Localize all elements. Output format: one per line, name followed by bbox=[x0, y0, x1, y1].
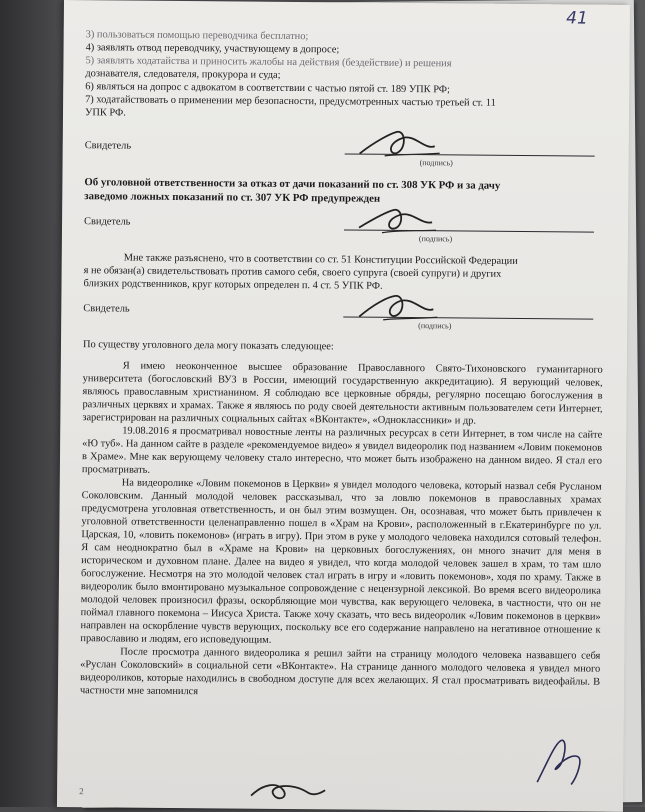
footer-marker: 2 bbox=[79, 786, 84, 797]
witness-signature-block bbox=[83, 290, 603, 329]
document-content bbox=[80, 28, 606, 702]
rights-item: 6) являться на допрос с адвокатом в соответствии с частью пятой ст. 189 УПК РФ; bbox=[85, 81, 450, 96]
testimony-body bbox=[80, 359, 603, 702]
testimony-paragraph: На видеоролике «Ловим покемонов в Церкви» я увидел молодого человека, который назвал себя Русланом Соколовским. Данный молодой человек рассказывал, что за ловлю покемонов в православных храмах предусмотрена уголовная ответственность, и он был этим возмущен. Он, осознавая, что может быть привлечен к уголовной ответственности целенаправленно пошел в «Храм на Крови», расположенный в г.Екатеринбурге по ул. Царская, 10, «ловить покемонов» (играть в игру). При этом в руке у молодого человека находился сотовый телефон. Я сам неоднократно был в «Храме на Крови» на церковных богослужениях, он много значит для меня в историческом и духовном плане. Далее на видео я увидел, что когда молодой человек зашел в храм, то там шло богослужение. Несмотря на это молодой человек стал играть в игру и «ловить покемонов», ходя по храму. Также в видеоролик было вмонтировано музыкальное сопровождение с нецензурной лексикой. Во время всего видеоролика молодой человек произносил фразы, оскорбляющие мои чувства, как верующего человека, в частности, что он не поймал главного покемона – Иисуса Христа. Также хочу сказать, что весь видеоролик «Ловим покемонов в церкви» направлен на оскорбление чувств верующих, поскольку все его содержание направлено на негативное отношение к православию и людям, его исповедующим. bbox=[80, 477, 602, 646]
witness-label: Свидетель bbox=[84, 216, 131, 228]
witness-label: Свидетель bbox=[83, 303, 130, 315]
handwritten-signature bbox=[527, 732, 588, 793]
handwritten-signature bbox=[247, 776, 327, 807]
testimony-paragraph: 19.08.2016 я просматривал новостные ленты на различных ресурсах в сети Интернет, в том числе на сайте «Ю туб». На данном сайте в разделе «рекомендуемое видео» я увидел видеоролик под названием «Ловим покемонов в Храме». Мне как верующему человеку стало интересно, что может быть изображено на данном видео. Я стал его просматривать. bbox=[81, 425, 603, 476]
rights-item: 5) заявлять ходатайства и приносить жалобы на действия (бездействие) и решения bbox=[85, 55, 452, 70]
witness-signature-block bbox=[84, 203, 604, 242]
testimony-intro: По существу уголовного дела могу показать следующее: bbox=[82, 339, 334, 353]
liability-warning bbox=[84, 175, 604, 208]
testimony-paragraph: Я имею неоконченное высшее образование Православного Свято-Тихоновского гуманитарного университета (богословский ВУЗ в России, имеющий государственную аккредитацию). Я верующий человек, являюсь православным христианином. Я соблюдаю все церковные обряды, регулярно посещаю богослужения в различных церквях и храмах. Также я являюсь по роду своей деятельности активным пользователем сети Интернет, зарегистрирован на различных социальных сайтах «ВКонтакте», «Одноклассники» и др. bbox=[82, 360, 603, 427]
rights-item: 7) ходатайствовать о применении мер безопасности, предусмотренных частью третьей ст. 11 bbox=[85, 94, 496, 109]
constitution-note bbox=[83, 251, 603, 295]
page-number: 41 bbox=[566, 8, 588, 29]
warning-line: заведомо ложных показаний по ст. 307 УК РФ предупрежден bbox=[84, 190, 381, 205]
note-line: я не обязан(а) свидетельствовать против самого себя, своего супруга (своей супруги) и других bbox=[83, 265, 502, 280]
rights-item: дознавателя, следователя, прокурора и суда; bbox=[85, 68, 281, 81]
signature-caption: (подпись) bbox=[418, 321, 452, 331]
rights-item: 3) пользоваться помощью переводчика бесплатно; bbox=[85, 29, 309, 43]
rights-item: 4) заявлять отвод переводчику, участвующему в допросе; bbox=[85, 42, 340, 56]
signature-caption: (подпись) bbox=[418, 234, 453, 244]
witness-label: Свидетель bbox=[84, 140, 132, 152]
note-line: близких родственников, круг которых определен п. 4 ст. 5 УПК РФ. bbox=[83, 278, 383, 292]
warning-line: Об уголовной ответственности за отказ от дачи показаний по ст. 308 УК РФ и за дачу bbox=[84, 176, 501, 192]
rights-item: УПК РФ. bbox=[84, 107, 126, 119]
document-page bbox=[57, 0, 630, 812]
testimony-paragraph: После просмотра данного видеоролика я решил зайти на страницу молодого человека назвавшего себя «Руслан Соколовский» в социальной сети «ВКонтакте». На странице данного молодого человека я увидел много видеороликов, которые находились в свободном доступе для всех желающих. Я стал просматривать видеофайлы. В частности мне запомнился bbox=[79, 646, 601, 698]
witness-signature-block bbox=[85, 127, 605, 166]
note-line: Мне также разъяснено, что в соответствии со ст. 51 Конституции Российской Федерации bbox=[123, 252, 518, 267]
signature-caption: (подпись) bbox=[419, 158, 453, 168]
rights-list bbox=[85, 28, 606, 124]
